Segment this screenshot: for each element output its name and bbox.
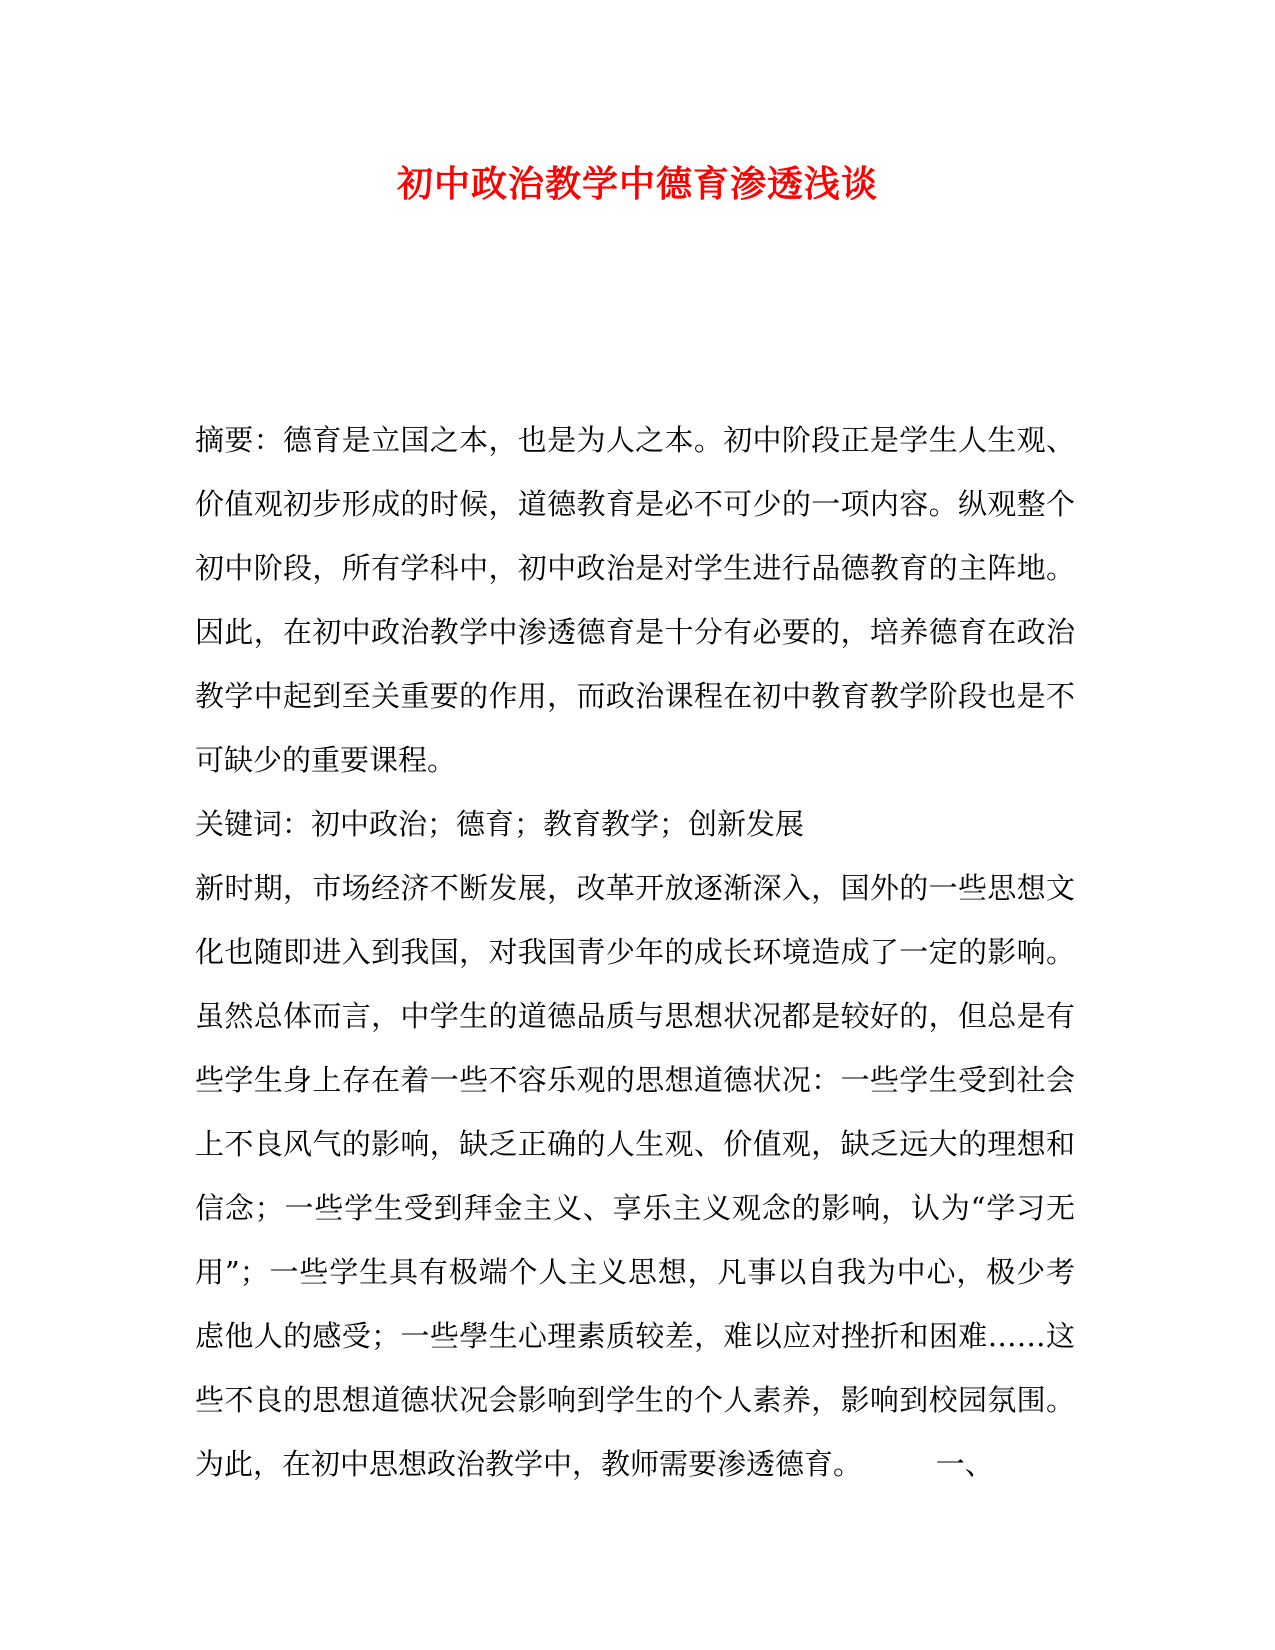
text-line: 虑他人的感受；一些學生心理素质较差，难以应对挫折和困难……这 bbox=[195, 1319, 1075, 1353]
text-line: 可缺少的重要课程。 bbox=[195, 743, 457, 777]
text-line: 初中阶段，所有学科中，初中政治是对学生进行品德教育的主阵地。 bbox=[195, 551, 1075, 585]
text-line: 教学中起到至关重要的作用，而政治课程在初中教育教学阶段也是不 bbox=[195, 679, 1075, 713]
text-line: 价值观初步形成的时候，道德教育是必不可少的一项内容。纵观整个 bbox=[195, 487, 1075, 521]
text-line: 摘要：德育是立国之本，也是为人之本。初中阶段正是学生人生观、 bbox=[195, 423, 1075, 457]
text-line: 信念；一些学生受到拜金主义、享乐主义观念的影响，认为“学习无 bbox=[195, 1191, 1075, 1225]
text-line: 因此，在初中政治教学中渗透德育是十分有必要的，培养德育在政治 bbox=[195, 615, 1075, 649]
text-line: 新时期，市场经济不断发展，改革开放逐渐深入，国外的一些思想文 bbox=[195, 871, 1075, 905]
text-line: 些学生身上存在着一些不容乐观的思想道德状况：一些学生受到社会 bbox=[195, 1063, 1075, 1097]
text-line: 化也随即进入到我国，对我国青少年的成长环境造成了一定的影响。 bbox=[195, 935, 1075, 969]
text-line: 些不良的思想道德状况会影响到学生的个人素养，影响到校园氛围。 bbox=[195, 1383, 1075, 1417]
text-line: 虽然总体而言，中学生的道德品质与思想状况都是较好的，但总是有 bbox=[195, 999, 1075, 1033]
document-body bbox=[195, 408, 1075, 1496]
keywords-line: 关键词：初中政治；德育；教育教学；创新发展 bbox=[195, 807, 805, 841]
text-line: 为此，在初中思想政治教学中，教师需要渗透德育。 一、 bbox=[195, 1447, 994, 1481]
document-title: 初中政治教学中德育渗透浅谈 bbox=[396, 163, 878, 205]
text-line: 上不良风气的影响，缺乏正确的人生观、价值观，缺乏远大的理想和 bbox=[195, 1127, 1075, 1161]
text-line: 用”；一些学生具有极端个人主义思想，凡事以自我为中心，极少考 bbox=[195, 1255, 1075, 1289]
